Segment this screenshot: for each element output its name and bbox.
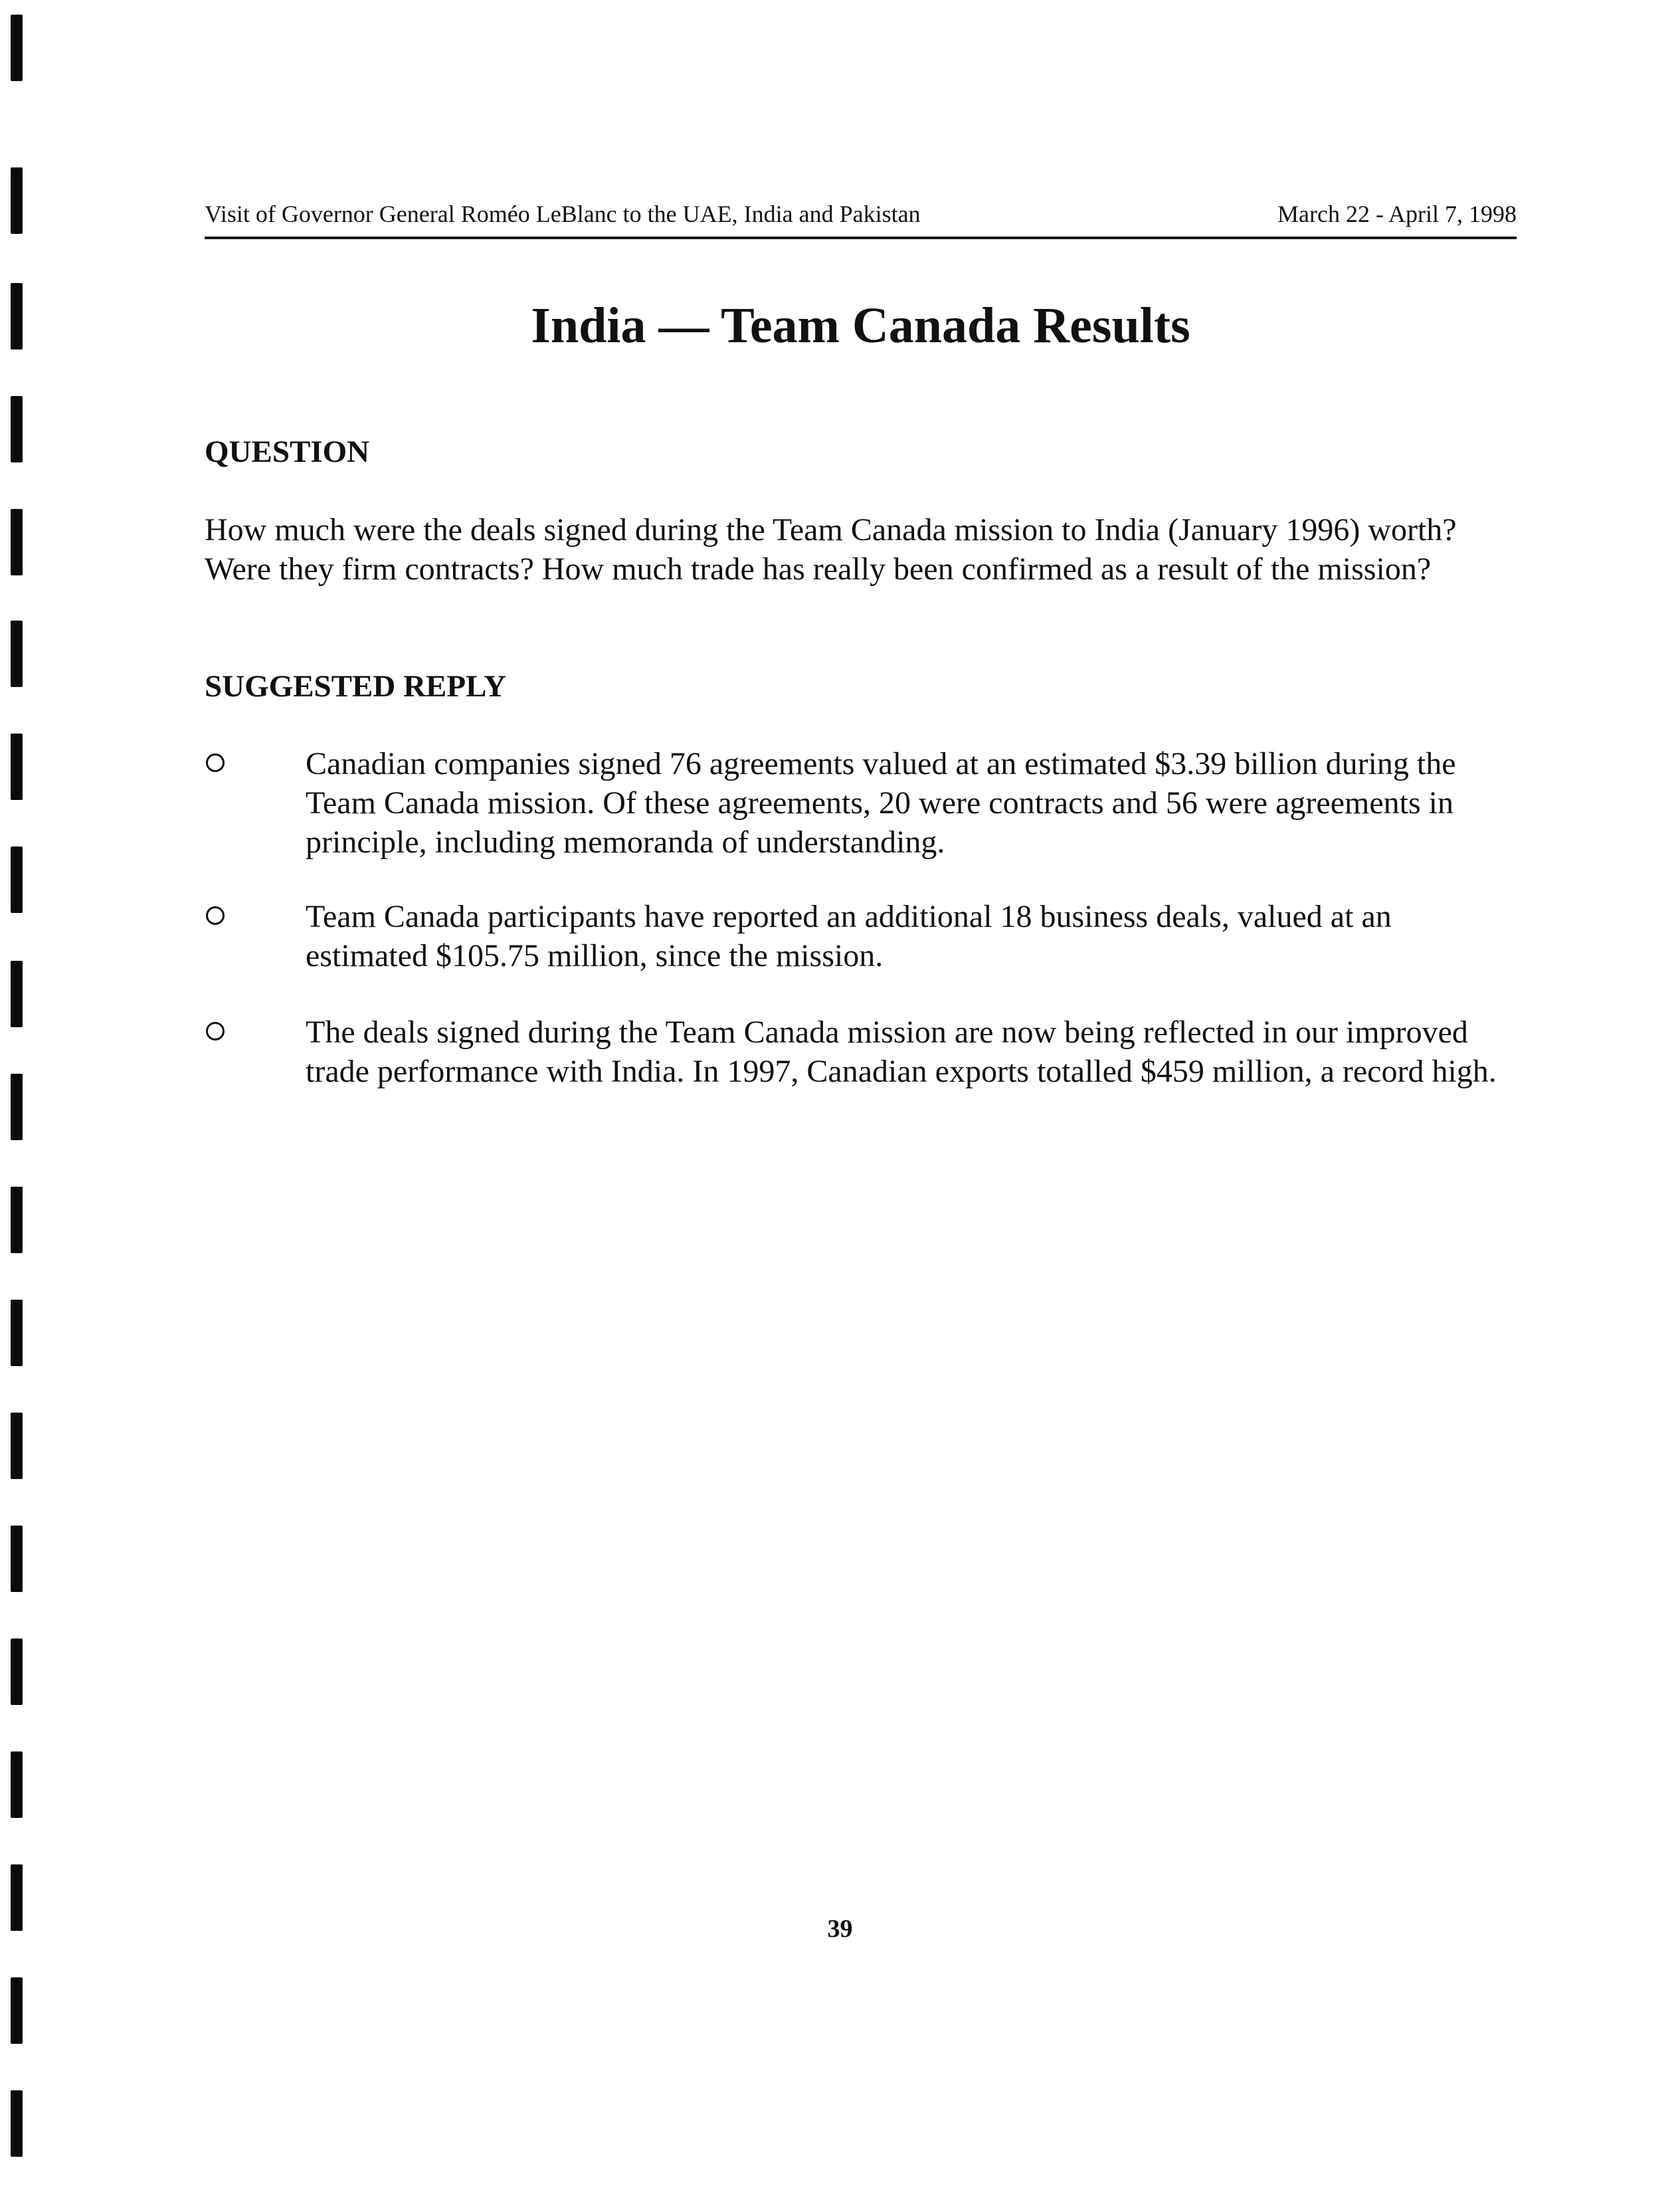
bullet-text: Canadian companies signed 76 agreements valued at an estimated $3.39 billion during the Team Canada mission. Of these agreements, 20 were contracts and 56 were agreements in principle, including memoranda of understanding. xyxy=(306,746,1456,860)
question-text: How much were the deals signed during the Team Canada mission to India (January 1996) worth? Were they firm contracts? How much trade has really been confirmed as a result of the mission? xyxy=(205,512,1457,587)
bullet-text: Team Canada participants have reported an additional 18 business deals, valued at an estimated $105.75 million, since the mission. xyxy=(306,899,1392,973)
binding-mark xyxy=(11,1413,23,1479)
binding-mark xyxy=(11,734,23,800)
binding-mark xyxy=(11,1074,23,1140)
binding-mark xyxy=(11,961,23,1027)
page-title: India — Team Canada Results xyxy=(531,298,1190,353)
binding-mark xyxy=(11,1526,23,1592)
binding-mark xyxy=(11,1300,23,1366)
binding-mark xyxy=(11,15,23,81)
circle-bullet-icon xyxy=(206,906,225,925)
binding-mark xyxy=(11,846,23,913)
circle-bullet-icon xyxy=(206,753,225,772)
bullet-text: The deals signed during the Team Canada mission are now being reflected in our improved trade performance with India. In 1997, Canadian exports totalled $459 million, a record high. xyxy=(306,1015,1497,1089)
binding-mark xyxy=(11,2090,23,2157)
binding-mark xyxy=(11,1639,23,1705)
binding-mark xyxy=(11,167,23,234)
binding-mark xyxy=(11,1751,23,1818)
reply-heading: SUGGESTED REPLY xyxy=(205,669,507,704)
binding-mark xyxy=(11,283,23,349)
binding-mark xyxy=(11,1977,23,2044)
header-date-range: March 22 - April 7, 1998 xyxy=(1277,201,1517,227)
binding-mark xyxy=(11,1187,23,1253)
page-number: 39 xyxy=(827,1915,853,1943)
question-heading: QUESTION xyxy=(205,435,370,469)
binding-mark xyxy=(11,396,23,462)
running-header xyxy=(205,197,1517,239)
binding-mark xyxy=(11,621,23,687)
circle-bullet-icon xyxy=(206,1022,225,1041)
binding-mark xyxy=(11,509,23,575)
header-left-text: Visit of Governor General Roméo LeBlanc to the UAE, India and Pakistan xyxy=(205,201,921,227)
